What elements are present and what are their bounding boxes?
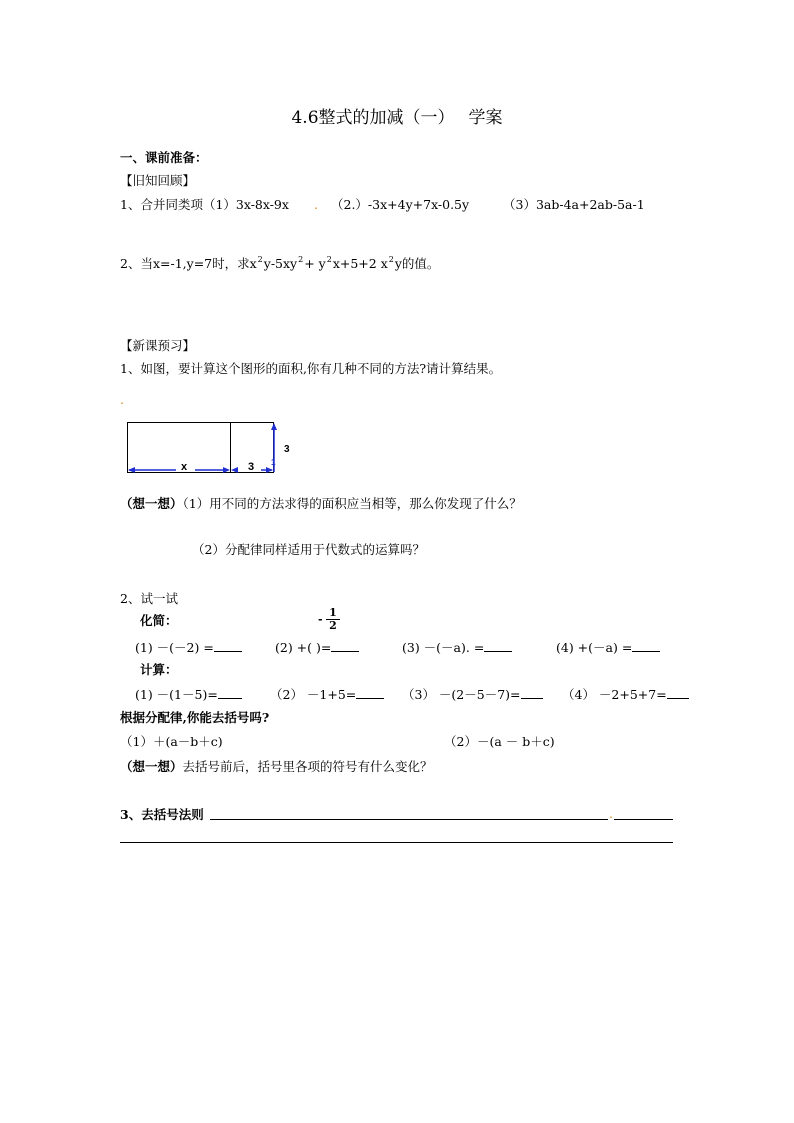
question-2: 2、当x=-1,y=7时，求$x^2y-5xy^2+ y^2x+5+2$ $x^2y$的值。	[120, 255, 440, 271]
simplify-item-4: (4) +(－a) =	[556, 639, 660, 655]
calc-item-1: (1) －(1－5)=	[135, 686, 242, 702]
rule-answer-line-2	[614, 819, 673, 820]
question-1-part-3: （3）3ab-4a+2ab-5a-1	[503, 197, 645, 212]
simplify-item-3: (3) －(－a). =	[402, 639, 512, 655]
simplify-item-1: (1) －(－2) =	[135, 639, 242, 655]
area-figure	[120, 412, 300, 474]
label-3-right: 3	[284, 444, 290, 455]
try-heading: 2、试一试	[120, 591, 178, 606]
stray-dot: .	[314, 197, 318, 212]
think-1-line-2: （2）分配律同样适用于代数式的运算吗？	[192, 542, 425, 557]
preview-question-1: 1、如图，要计算这个图形的面积,你有几种不同的方法?请计算结果。	[120, 361, 502, 376]
title-sub: 学案	[468, 108, 503, 128]
think-2: （想一想）去括号前后，括号里各项的符号有什么变化？	[120, 759, 433, 774]
rule-answer-line-3	[120, 842, 673, 843]
distribute-heading: 根据分配律,你能去括号吗?	[120, 710, 270, 725]
calc-item-4: （4） －2+5+7=	[562, 686, 689, 702]
question-1-part-2: （2.）-3x+4y+7x-0.5y	[331, 197, 470, 212]
think-1: （想一想）（1）用不同的方法求得的面积应当相等，那么你发现了什么？	[120, 496, 522, 511]
simplify-item-2: (2) +( )=	[275, 639, 359, 655]
question-1-part-1: 1、合并同类项（1）3x-8x-9x	[120, 197, 289, 212]
stray-dot-2: .	[120, 392, 124, 407]
calc-item-2: （2） －1+5=	[270, 686, 384, 702]
rule-dot: .	[609, 806, 613, 821]
label-3-bottom: 3	[248, 461, 255, 473]
review-heading: 【旧知回顾】	[120, 173, 196, 188]
distribute-item-2: （2）－(a － b＋c)	[444, 734, 555, 749]
page-title	[0, 108, 794, 128]
label-1: 1	[271, 458, 276, 467]
label-x: x	[181, 461, 188, 473]
calc-label: 计算：	[140, 662, 178, 677]
distribute-item-1: （1）＋(a－b＋c)	[120, 734, 223, 749]
calc-item-3: （3） －(2－5－7)=	[402, 686, 543, 702]
rule-answer-line-1	[210, 819, 608, 820]
section-heading: 一、课前准备：	[120, 150, 208, 165]
title-main: 4.6整式的加减（一）	[291, 108, 455, 128]
simplify-label: 化简：	[140, 613, 178, 628]
rule-label: 3、去括号法则	[120, 807, 204, 822]
preview-heading: 【新课预习】	[120, 338, 196, 353]
fraction-neg-half: - 1 2	[318, 607, 340, 632]
